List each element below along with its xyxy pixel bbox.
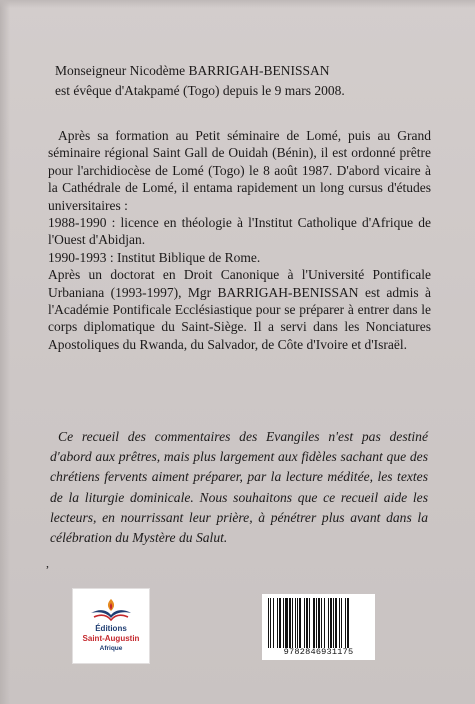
barcode-bar bbox=[345, 598, 346, 648]
barcode-bar bbox=[316, 598, 317, 648]
barcode-bar bbox=[273, 598, 274, 648]
barcode-bar bbox=[295, 598, 296, 648]
author-biography bbox=[48, 127, 431, 353]
barcode-bar bbox=[283, 598, 284, 648]
author-intro bbox=[55, 61, 435, 101]
publisher-name-line3: Afrique bbox=[99, 645, 123, 652]
publisher-logo bbox=[72, 588, 150, 664]
barcode-bar bbox=[318, 598, 320, 648]
barcode-bar bbox=[324, 598, 325, 648]
bio-paragraph-formation: Après sa formation au Petit séminaire de Lomé, puis au Grand séminaire régional Saint Gall de Ouidah (Bénin), il est ordonné prêtre pour l'archidiocèse de Lomé (Togo) le 8 août 1987. D'abord vicaire à la Cathédrale de Lomé, il entama rapidement un long cursus d'études universitaires : bbox=[48, 128, 431, 213]
barcode-bar bbox=[330, 598, 332, 648]
barcode-bar bbox=[335, 598, 337, 648]
bio-paragraph-doctorat: Après un doctorat en Droit Canonique à l'Université Pontificale Urbaniana (1993-1997), Mgr BARRIGAH-BENISSAN est admis à l'Académie Pontificale Ecclésiastique pour se préparer à entrer dans le corps diplomatique du Saint-Siège. Il a servi dans les Nonciatures Apostoliques du Rwanda, du Salvador, de Côte d'Ivoire et d'Israël. bbox=[48, 267, 431, 352]
stray-mark: , bbox=[46, 556, 49, 570]
spine-shadow bbox=[0, 0, 10, 704]
barcode-bar bbox=[289, 598, 291, 648]
book-description bbox=[50, 427, 428, 548]
barcode-bar bbox=[304, 598, 305, 648]
barcode-bar bbox=[309, 598, 310, 648]
barcode-bar bbox=[339, 598, 340, 648]
isbn-barcode bbox=[262, 594, 375, 660]
barcode-bar bbox=[313, 598, 315, 648]
barcode-bar bbox=[321, 598, 322, 648]
isbn-digits: 9782846931175 bbox=[283, 647, 354, 657]
barcode-bar bbox=[333, 598, 334, 648]
top-shadow bbox=[0, 0, 475, 8]
publisher-name-line2: Saint-Augustin bbox=[82, 634, 140, 643]
barcode-bar bbox=[306, 598, 308, 648]
barcode-bar bbox=[270, 598, 271, 648]
description-text: Ce recueil des commentaires des Evangiles n'est pas destiné d'abord aux prêtres, mais plus largement aux fidèles sachant que des chrétiens fervents aiment préparer, par la lecture méditée, les textes de la liturgie dominicale. Nous souhaitons que ce recueil aide les lecteurs, en nourrissant leur prière, à pénétrer plus avant dans la célébration du Mystère du Salut. bbox=[50, 429, 428, 546]
barcode-bar bbox=[268, 598, 269, 648]
bio-paragraph-rome: 1990-1993 : Institut Biblique de Rome. bbox=[48, 249, 261, 265]
barcode-bar bbox=[328, 598, 329, 648]
barcode-bar bbox=[277, 598, 278, 648]
barcode-bar bbox=[347, 598, 349, 648]
barcode-bar bbox=[292, 598, 293, 648]
barcode-bar bbox=[341, 598, 342, 648]
publisher-name-line1: Éditions bbox=[95, 624, 127, 633]
author-name-line: Monseigneur Nicodème BARRIGAH-BENISSAN bbox=[55, 63, 330, 78]
barcode-bar bbox=[299, 598, 301, 648]
barcode-bar bbox=[279, 598, 281, 648]
barcode-bar bbox=[285, 598, 288, 648]
bio-paragraph-licence: 1988-1990 : licence en théologie à l'Institut Catholique d'Afrique de l'Ouest d'Abidjan. bbox=[48, 215, 431, 248]
book-flame-icon bbox=[88, 596, 134, 622]
barcode-bar bbox=[297, 598, 298, 648]
author-role-line: est évêque d'Atakpamé (Togo) depuis le 9 mars 2008. bbox=[55, 83, 345, 98]
